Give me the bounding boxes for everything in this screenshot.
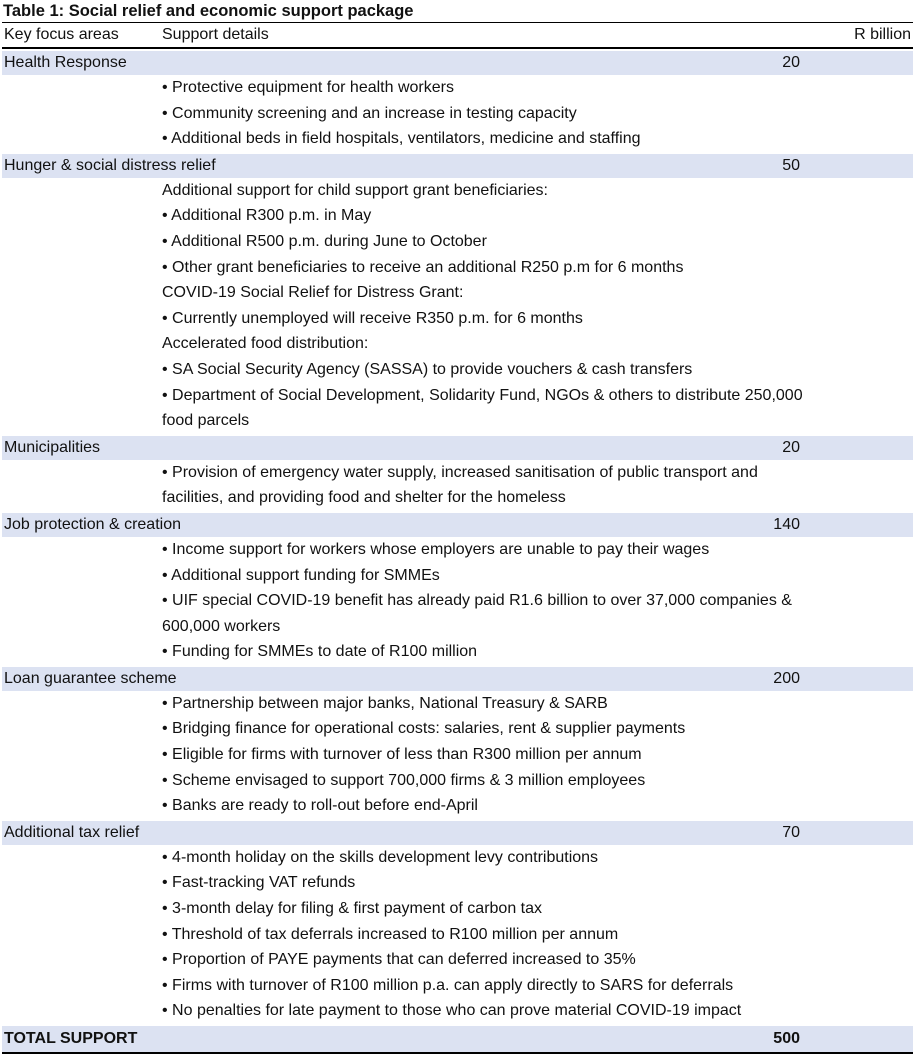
header-key-focus-areas: Key focus areas [4,26,119,43]
support-detail-item: • Provision of emergency water supply, increased sanitisation of public transport and facilities, and providing food and shelter for the homeless [162,463,758,507]
support-detail-item: • 4-month holiday on the skills development levy contributions [162,848,599,866]
section-items [2,845,913,1024]
section-value: 20 [782,54,800,71]
section-area-label: Hunger & social distress relief [4,156,216,174]
support-detail-item: • Additional R500 p.m. during June to October [162,232,487,250]
support-detail-item: • Department of Social Development, Solidarity Fund, NGOs & others to distribute 250,000 food parcels [162,386,803,430]
support-detail-item: • Income support for workers whose employers are unable to pay their wages [162,540,710,558]
section-row [2,154,913,178]
section-area-label: Loan guarantee scheme [4,669,177,687]
section-row [2,821,913,845]
header-r-billion: R billion [854,26,911,43]
support-detail-item: • Additional beds in field hospitals, ventilators, medicine and staffing [162,130,641,148]
support-detail-item: • Protective equipment for health workers [162,79,454,96]
support-detail-item: • Scheme envisaged to support 700,000 firms & 3 million employees [162,771,646,789]
section-area-label: Additional tax relief [4,823,140,841]
total-row [2,1026,913,1054]
support-detail-item: • Bridging finance for operational costs: salaries, rent & supplier payments [162,720,686,738]
section-value: 140 [773,515,800,533]
section-area-label: Municipalities [4,438,101,456]
support-detail-item: • SA Social Security Agency (SASSA) to provide vouchers & cash transfers [162,360,693,378]
section-items [2,691,913,819]
support-detail-item: • Proportion of PAYE payments that can deferred increased to 35% [162,951,636,969]
support-detail-item: • Threshold of tax deferrals increased to R100 million per annum [162,925,619,943]
support-detail-item: • UIF special COVID-19 benefit has already paid R1.6 billion to over 37,000 companies & 600,000 workers [162,592,792,635]
support-detail-item: COVID-19 Social Relief for Distress Grant: [162,284,464,302]
section-row [2,513,913,537]
support-detail-item: Accelerated food distribution: [162,335,369,353]
support-detail-item: • Currently unemployed will receive R350 p.m. for 6 months [162,309,583,327]
total-value: 500 [773,1030,800,1047]
section-items [2,537,913,665]
table-title: Table 1: Social relief and economic support package [2,0,913,23]
header-support-details: Support details [162,26,269,43]
section-area-label: Health Response [4,54,127,71]
support-detail-item: • Eligible for firms with turnover of less than R300 million per annum [162,746,642,764]
section-items [2,75,913,152]
section-value: 20 [782,438,800,456]
support-detail-item: • Fast-tracking VAT refunds [162,874,356,892]
support-detail-item: • Additional R300 p.m. in May [162,207,372,225]
section-area-label: Job protection & creation [4,515,181,533]
total-label: TOTAL SUPPORT [4,1030,138,1047]
section-row [2,51,913,75]
section-items [2,460,913,511]
support-detail-item: • Firms with turnover of R100 million p.a. can apply directly to SARS for deferrals [162,976,734,994]
support-detail-item: • Funding for SMMEs to date of R100 million [162,643,478,661]
section-row [2,436,913,460]
table-header [2,23,913,49]
support-detail-item: • No penalties for late payment to those who can prove material COVID-19 impact [162,1002,742,1020]
section-items [2,178,913,434]
table-body [2,51,913,1024]
support-detail-item: • Additional support funding for SMMEs [162,566,440,584]
support-detail-item: • Community screening and an increase in testing capacity [162,104,577,122]
section-value: 70 [782,823,800,841]
support-detail-item: Additional support for child support grant beneficiaries: [162,181,548,199]
section-value: 200 [773,669,800,687]
support-detail-item: • Other grant beneficiaries to receive an additional R250 p.m for 6 months [162,258,684,276]
support-detail-item: • Partnership between major banks, National Treasury & SARB [162,694,608,712]
support-table [2,0,913,1054]
support-detail-item: • Banks are ready to roll-out before end-April [162,797,478,815]
section-value: 50 [782,156,800,174]
support-detail-item: • 3-month delay for filing & first payment of carbon tax [162,900,542,918]
section-row [2,667,913,691]
